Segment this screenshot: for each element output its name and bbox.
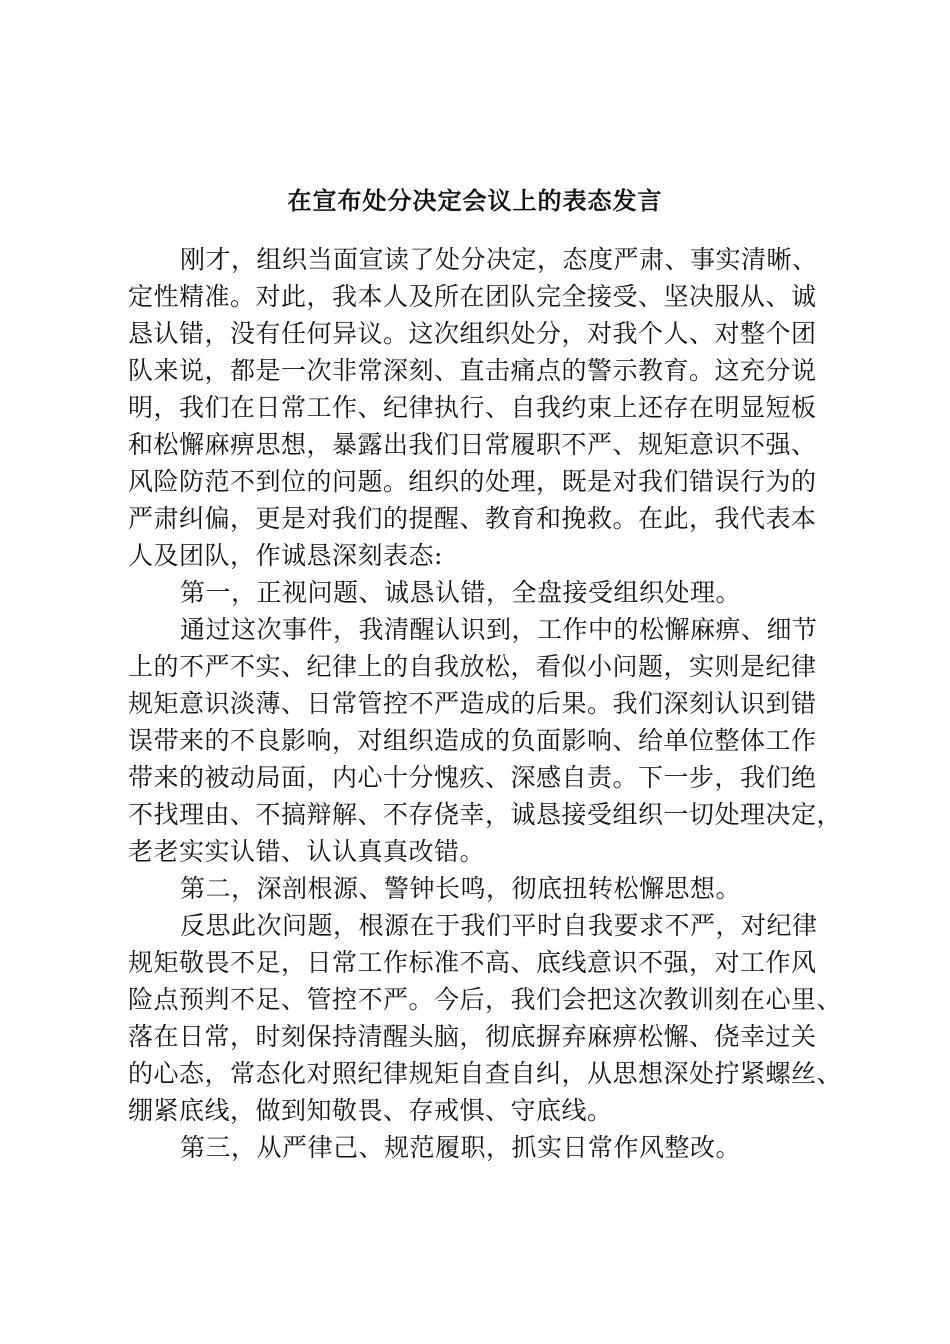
section-heading-line: 第二，深剖根源、警钟长鸣，彻底扭转松懈思想。 <box>180 874 742 903</box>
paragraph-line: 风险防范不到位的问题。组织的处理，既是对我们错误行为的 <box>128 467 817 496</box>
paragraph-line: 不找理由、不搞辩解、不存侥幸，诚恳接受组织一切处理决定， <box>128 800 843 829</box>
paragraph-line: 规矩敬畏不足，日常工作标准不高、底线意识不强，对工作风 <box>128 948 817 977</box>
paragraph-line: 规矩意识淡薄、日常管控不严造成的后果。我们深刻认识到错 <box>128 689 817 718</box>
paragraph-line: 带来的被动局面，内心十分愧疚、深感自责。下一步，我们绝 <box>128 763 817 792</box>
paragraph-line: 刚才，组织当面宣读了处分决定，态度严肃、事实清晰、 <box>180 245 818 274</box>
paragraph-line: 恳认错，没有任何异议。这次组织处分，对我个人、对整个团 <box>128 319 817 348</box>
paragraph-line: 明，我们在日常工作、纪律执行、自我约束上还存在明显短板 <box>128 393 817 422</box>
paragraph-line: 落在日常，时刻保持清醒头脑，彻底摒弃麻痹松懈、侥幸过关 <box>128 1022 817 1051</box>
paragraph-line: 严肃纠偏，更是对我们的提醒、教育和挽救。在此，我代表本 <box>128 504 817 533</box>
paragraph-line: 通过这次事件，我清醒认识到，工作中的松懈麻痹、细节 <box>180 615 818 644</box>
paragraph-line: 老老实实认错、认认真真改错。 <box>128 837 486 866</box>
document-title: 在宣布处分决定会议上的表态发言 <box>287 187 663 215</box>
paragraph-line: 队来说，都是一次非常深刻、直击痛点的警示教育。这充分说 <box>128 356 817 385</box>
paragraph-line: 误带来的不良影响，对组织造成的负面影响、给单位整体工作 <box>128 726 817 755</box>
paragraph-line: 上的不严不实、纪律上的自我放松，看似小问题，实则是纪律 <box>128 652 817 681</box>
paragraph-line: 险点预判不足、管控不严。今后，我们会把这次教训刻在心里、 <box>128 985 843 1014</box>
paragraph-line: 和松懈麻痹思想，暴露出我们日常履职不严、规矩意识不强、 <box>128 430 817 459</box>
paragraph-line: 的心态，常态化对照纪律规矩自查自纠，从思想深处拧紧螺丝、 <box>128 1059 843 1088</box>
paragraph-line: 定性精准。对此，我本人及所在团队完全接受、坚决服从、诚 <box>128 282 817 311</box>
paragraph-line: 人及团队，作诚恳深刻表态: <box>128 541 443 570</box>
section-heading-line: 第一，正视问题、诚恳认错，全盘接受组织处理。 <box>180 578 742 607</box>
section-heading-line: 第三，从严律己、规范履职，抓实日常作风整改。 <box>180 1133 742 1162</box>
paragraph-line: 反思此次问题，根源在于我们平时自我要求不严，对纪律 <box>180 911 818 940</box>
paragraph-line: 绷紧底线，做到知敬畏、存戒惧、守底线。 <box>128 1096 613 1125</box>
